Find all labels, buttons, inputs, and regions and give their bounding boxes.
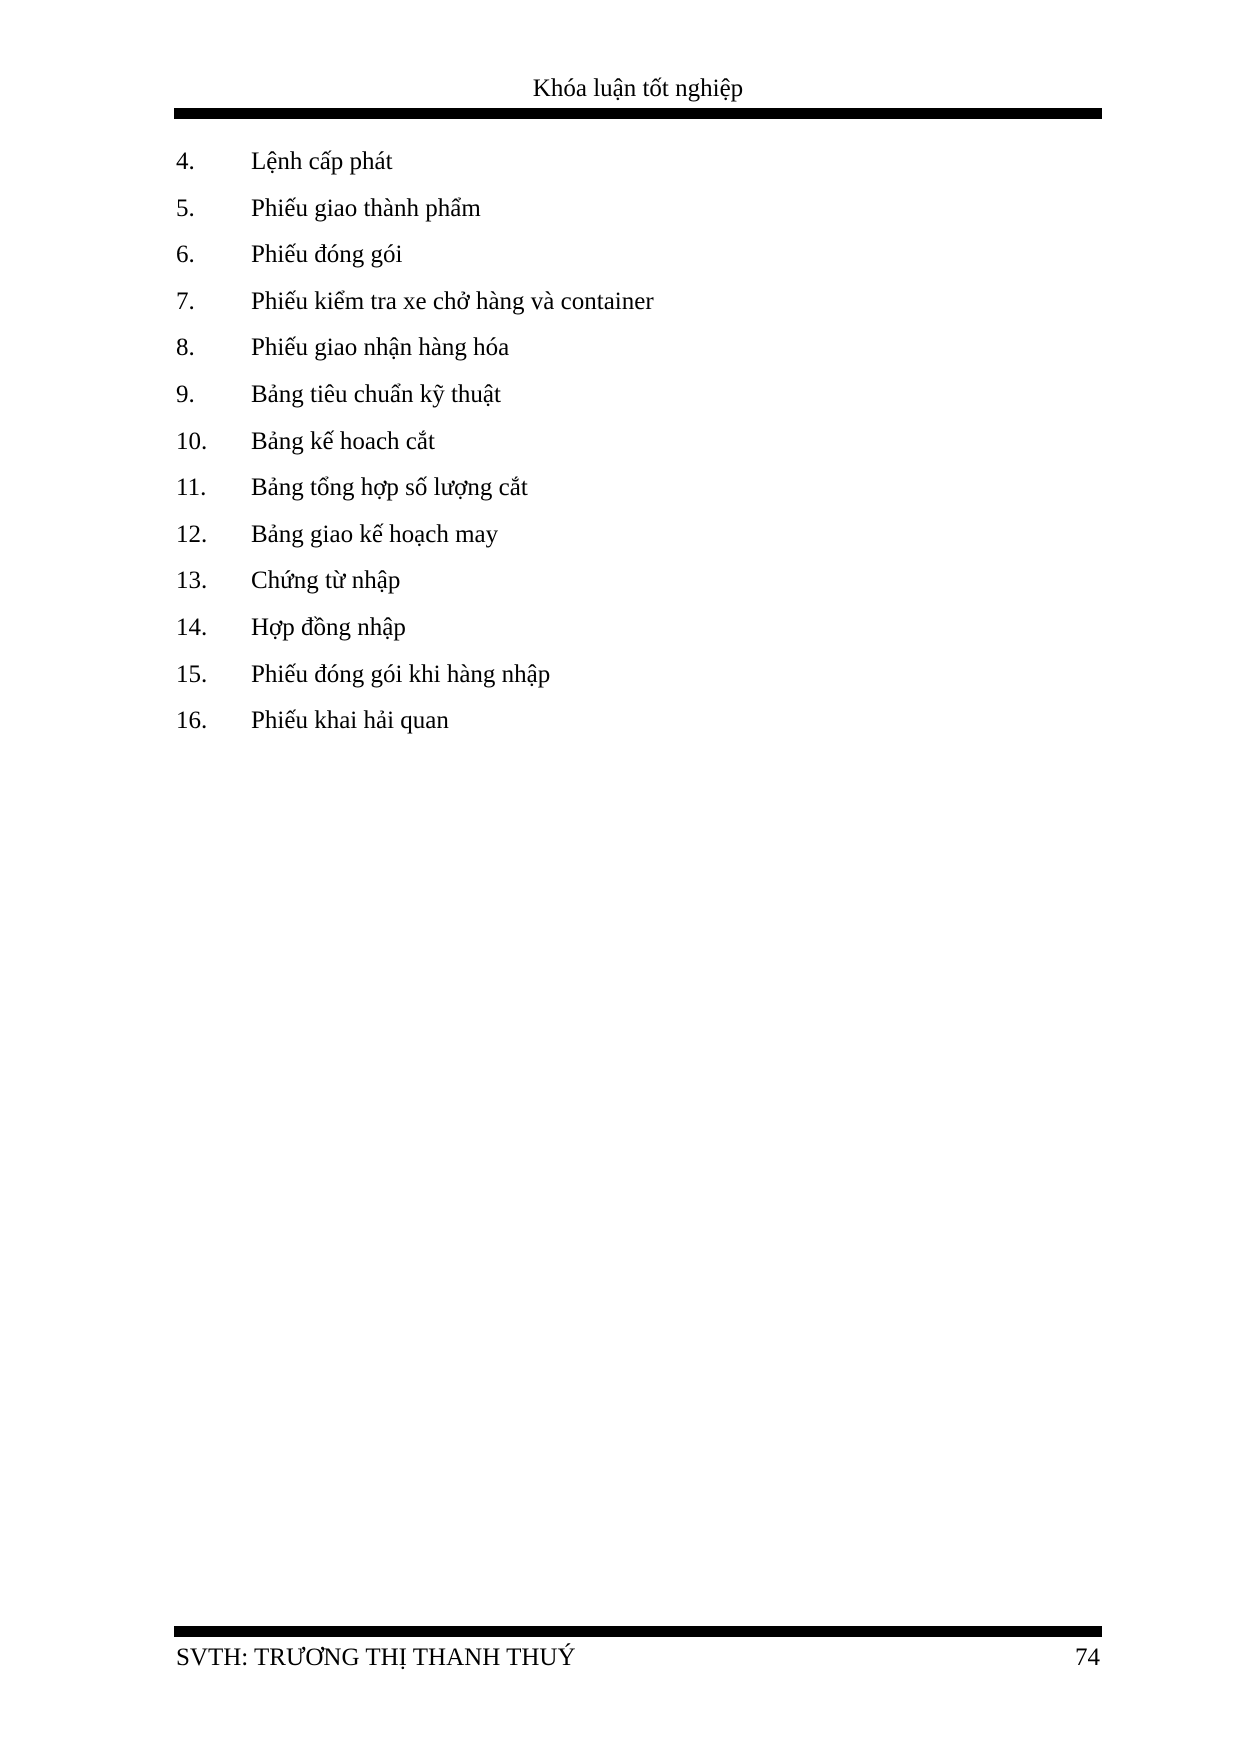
list-item (176, 192, 654, 239)
list-item-number: 7. (176, 287, 195, 315)
list-item (176, 425, 654, 472)
list-item-number: 12. (176, 520, 208, 548)
page-footer (174, 1626, 1102, 1675)
list-item-number: 6. (176, 241, 195, 269)
list-item-number: 14. (176, 613, 208, 641)
list-item-label: Phiếu đóng gói khi hàng nhập (251, 660, 551, 688)
list-item (176, 331, 654, 378)
list-item-label: Phiếu kiểm tra xe chở hàng và container (251, 287, 654, 315)
list-item-number: 4. (176, 148, 195, 175)
list-item-label: Phiếu đóng gói (251, 241, 403, 269)
list-item (176, 238, 654, 285)
list-item-number: 10. (176, 427, 208, 455)
list-item (176, 285, 654, 332)
list-item-number: 15. (176, 660, 208, 688)
header-rule (174, 108, 1102, 119)
list-item (176, 704, 654, 751)
list-item-number: 11. (176, 474, 207, 502)
page-number: 74 (1075, 1644, 1100, 1671)
footer-row (174, 1641, 1102, 1675)
list-item-label: Chứng từ nhập (251, 567, 401, 595)
footer-rule (174, 1626, 1102, 1637)
header-title: Khóa luận tốt nghiệp (532, 75, 744, 102)
list-item-label: Bảng tổng hợp số lượng cắt (251, 474, 528, 502)
list-item-number: 16. (176, 707, 208, 735)
footer-author: SVTH: TRƯƠNG THỊ THANH THUÝ (176, 1644, 576, 1671)
list-item (176, 471, 654, 518)
list-item (176, 658, 654, 705)
list-item-number: 5. (176, 194, 195, 222)
document-list (176, 145, 654, 751)
list-item-label: Hợp đồng nhập (251, 613, 406, 641)
list-item (176, 564, 654, 611)
list-item (176, 518, 654, 565)
list-item-label: Phiếu khai hải quan (251, 707, 449, 735)
list-item (176, 611, 654, 658)
list-item-label: Bảng kế hoach cắt (251, 427, 435, 455)
list-item-number: 13. (176, 567, 208, 595)
list-item-number: 9. (176, 380, 195, 408)
list-item-number: 8. (176, 334, 195, 362)
list-item-label: Lệnh cấp phát (251, 148, 393, 175)
list-item (176, 145, 654, 192)
list-item-label: Phiếu giao thành phẩm (251, 194, 481, 222)
page-header (174, 72, 1102, 119)
list-item (176, 378, 654, 425)
list-item-label: Bảng giao kế hoạch may (251, 520, 499, 548)
list-item-label: Bảng tiêu chuẩn kỹ thuật (251, 380, 501, 408)
list-item-label: Phiếu giao nhận hàng hóa (251, 334, 510, 362)
